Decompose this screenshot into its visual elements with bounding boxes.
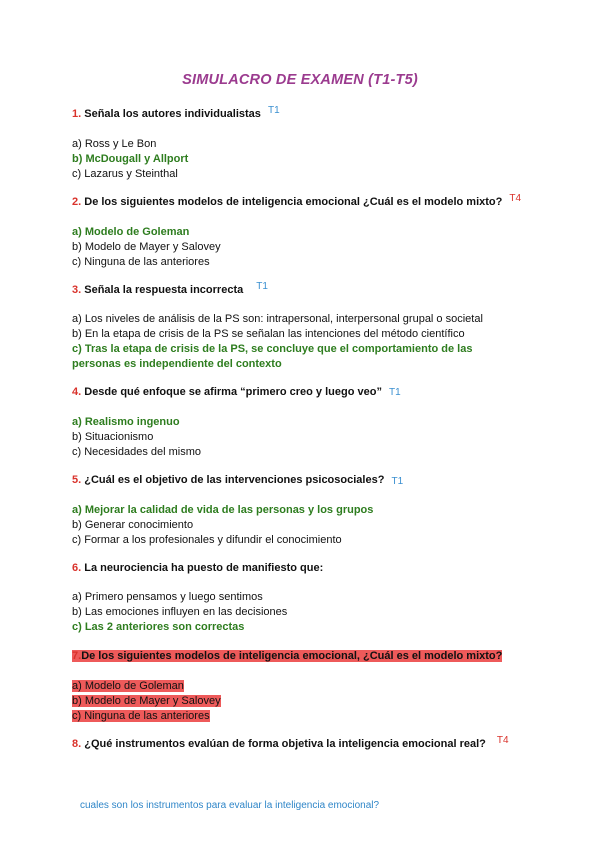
question-number: 8. [72,738,82,750]
question-number: 3. [72,284,82,296]
comment-note: cuales son los instrumentos para evaluar la inteligencia emocional? [80,800,380,811]
option-b-correct: b) McDougall y Allport [72,153,189,165]
option-b: b) Generar conocimiento [72,519,194,531]
question-number: 4. [72,386,82,398]
question-7 [72,650,502,662]
option-text: b) Modelo de Mayer y Salovey [72,695,221,707]
question-1 [72,105,280,120]
question-number: 5. [72,474,82,486]
option-a: a) Los niveles de análisis de la PS son: intrapersonal, interpersonal grupal o societal [72,313,483,325]
option-c: c) Formar a los profesionales y difundir el conocimiento [72,534,342,546]
question-text: Desde qué enfoque se afirma “primero creo y luego veo” [84,386,382,398]
question-text: ¿Cuál es el objetivo de las intervenciones psicosociales? [84,474,385,486]
option-b-highlighted [72,694,221,709]
option-a-correct: a) Modelo de Goleman [72,226,190,238]
page-title: SIMULACRO DE EXAMEN (T1-T5) [182,72,418,88]
option-text: a) Modelo de Goleman [72,680,184,692]
question-5 [72,474,403,486]
question-6 [72,562,323,574]
option-c: c) Ninguna de las anteriores [72,256,210,268]
option-a: a) Primero pensamos y luego sentimos [72,591,263,603]
option-c-highlighted [72,709,210,724]
topic-tag: T1 [389,387,401,398]
question-number: 2. [72,196,82,208]
option-b: b) Situacionismo [72,431,154,443]
question-number: 6. [72,562,82,574]
question-3 [72,281,268,296]
topic-tag: T1 [267,105,280,116]
topic-tag: T1 [256,281,268,292]
question-number: 7. [72,650,82,662]
option-a-correct: a) Mejorar la calidad de vida de las personas y los grupos [72,504,374,516]
option-c: c) Necesidades del mismo [72,446,201,458]
question-2 [72,193,522,208]
question-4 [72,386,401,398]
option-c-correct: c) Tras la etapa de crisis de la PS, se concluye que el comportamiento de las personas es independiente del contexto [72,343,473,370]
question-text: La neurociencia ha puesto de manifiesto que: [84,562,324,574]
question-8 [72,735,509,750]
question-text: ¿Qué instrumentos evalúan de forma objetiva la inteligencia emocional real? [84,738,486,750]
option-a-highlighted [72,679,184,694]
option-a-correct: a) Realismo ingenuo [72,416,180,428]
question-text: De los siguientes modelos de inteligencia emocional ¿Cuál es el modelo mixto? [84,196,503,208]
option-b: b) Las emociones influyen en las decisiones [72,606,288,618]
topic-tag: T1 [391,476,404,487]
option-b: b) En la etapa de crisis de la PS se señalan las intenciones del método científico [72,328,465,340]
question-number: 1. [72,108,82,120]
option-a: a) Ross y Le Bon [72,138,157,150]
question-text: Señala la respuesta incorrecta [84,284,244,296]
topic-tag: T4 [509,193,522,204]
topic-tag: T4 [496,735,509,746]
option-c: c) Lazarus y Steinthal [72,168,178,180]
question-text: De los siguientes modelos de inteligencia emocional, ¿Cuál es el modelo mixto? [81,650,503,662]
option-text: c) Ninguna de las anteriores [72,710,210,722]
option-c-correct: c) Las 2 anteriores son correctas [72,621,245,633]
option-b: b) Modelo de Mayer y Salovey [72,241,221,253]
question-text: Señala los autores individualistas [84,108,261,120]
